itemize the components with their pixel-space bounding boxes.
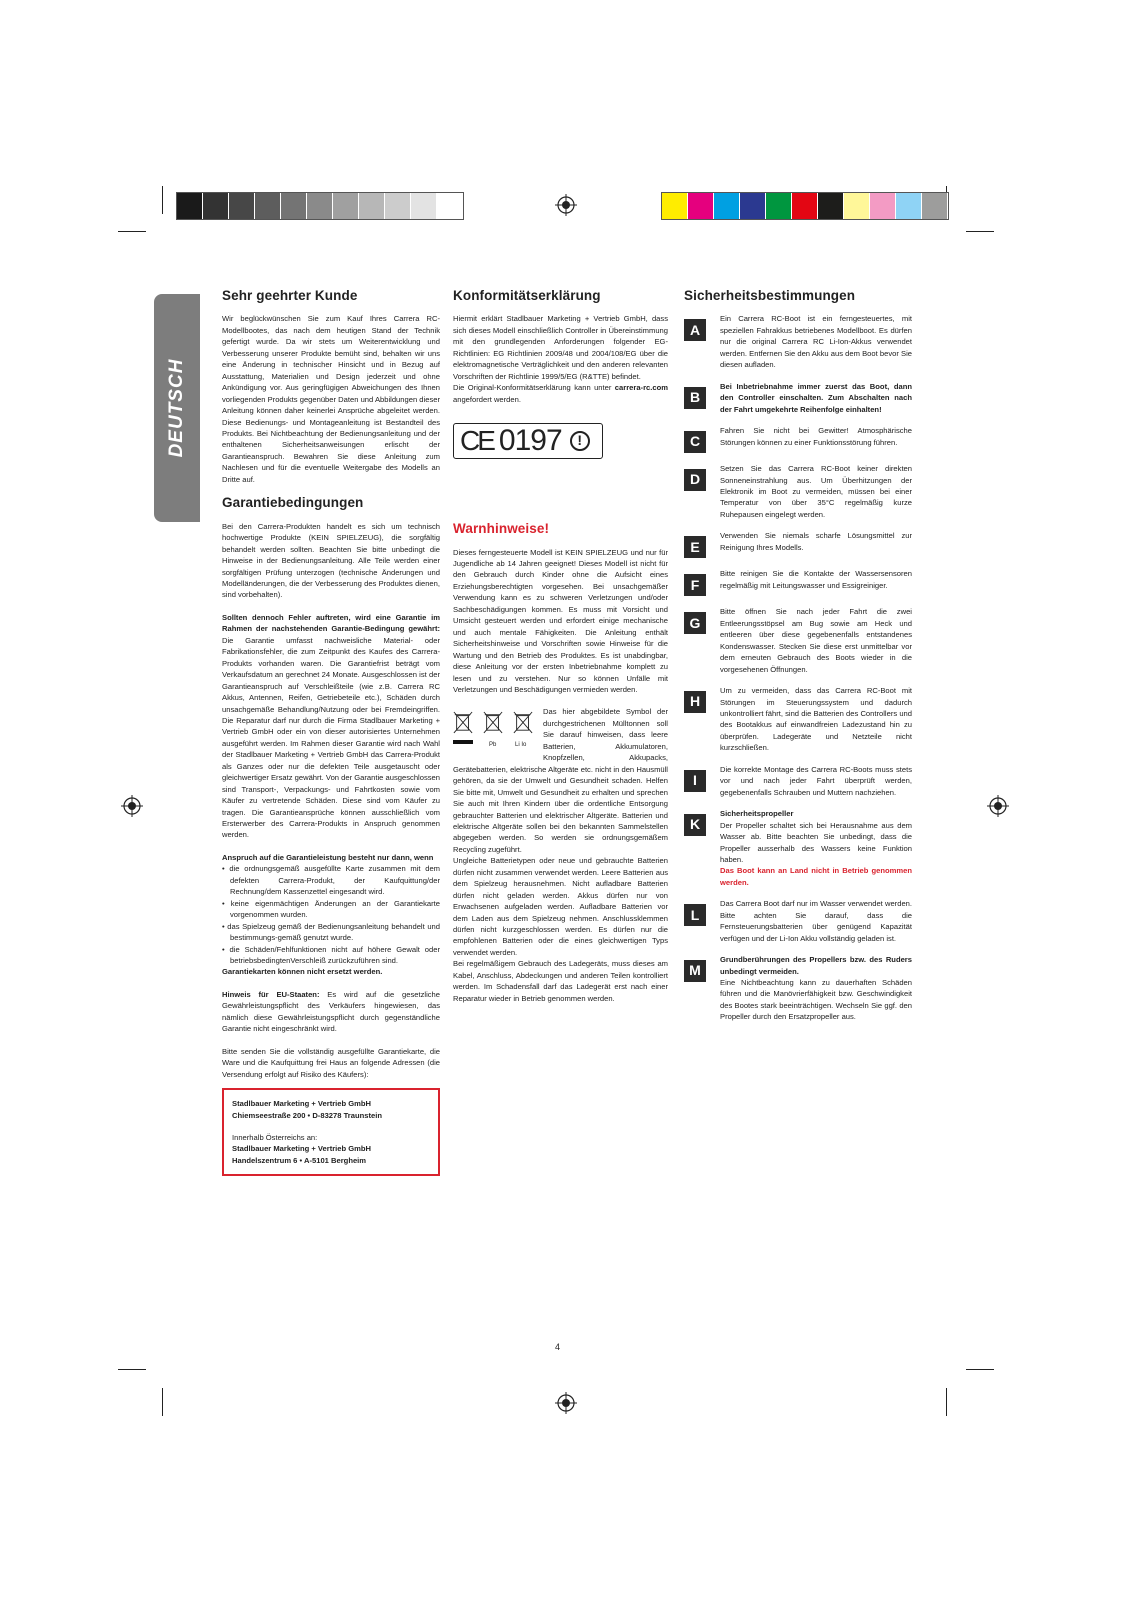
- safety-item: [684, 954, 912, 1023]
- safety-item-letter: E: [684, 536, 706, 558]
- heading-customer: Sehr geehrter Kunde: [222, 288, 358, 303]
- safety-item-body: Die korrekte Montage des Carrera RC-Boots muss stets vor und nach jeder Fahrt überprüft werden, gegebenenfalls Schrauben und Muttern nachziehen.: [720, 764, 912, 797]
- safety-item: [684, 463, 912, 520]
- safety-item-body: Der Propeller schaltet sich bei Herausnahme aus dem Wasser ab. Bitte beachten Sie unbedingt, dass die Propeller ausserhalb des Wassers keine Funktion haben.: [720, 820, 912, 864]
- paragraph: [222, 989, 440, 1035]
- safety-item: [684, 568, 912, 596]
- paragraph: [222, 852, 440, 863]
- ce-mark-logo: [453, 423, 603, 459]
- color-calibration-strip: [661, 192, 949, 220]
- registration-mark-icon: [987, 795, 1009, 817]
- paragraph: Bitte senden Sie die vollständig ausgefüllte Garantiekarte, die Ware und die Kaufquittung frei Haus an folgende Adressen (die Versendung erfolgt auf Risiko des Käufers):: [222, 1046, 440, 1079]
- crossed-bin-icon: [513, 710, 533, 734]
- crop-mark: [966, 1369, 994, 1370]
- paragraph: Ungleiche Batterietypen oder neue und gebrauchte Batterien dürfen nicht zusammen verwendet werden. Leere Batterien aus dem Spielzeug herausnehmen. Nicht aufladbare Batterien dürfen nicht geladen werden. Akkus dürfen nur von Erwachsenen aufgeladen werden. Aufladbare Batterien vor dem Laden aus dem Spielzeug nehmen. Anschlussklemmen dürfen nicht kurzgeschlossen werden. Es dürfen nur die empfohlenen Batterien oder die eines gleichwertigen Typs verwendet werden.: [453, 856, 668, 957]
- paragraph: [222, 612, 440, 841]
- safety-item-body: Das Carrera Boot darf nur im Wasser verwendet werden. Bitte achten Sie darauf, dass die Fernsteuerungsbatterien über genügend Kapazität verfügen und der Li-Ion Akku vollständig geladen ist.: [720, 899, 912, 943]
- column-customer-warranty: [222, 290, 440, 1176]
- gray-swatch: [203, 193, 229, 219]
- bin-label-pb: Pb: [489, 742, 497, 749]
- gray-swatch: [307, 193, 333, 219]
- safety-item-text: [720, 530, 912, 558]
- text: Die Original-Konformitätserklärung kann unter: [453, 383, 615, 393]
- paragraph: Hiermit erklärt Stadlbauer Marketing + Vertrieb GmbH, dass sich dieses Modell einschließlich Controller in Übereinstimmung mit den grundlegenden Anforderungen folgender EG-Richtlinien: EG Richtlinien 2009/48 und 2004/108/EG über die elektromagnetische Verträglichkeit und den anderen relevanten Vorschriften der Richtlinie 1999/5/EG (R&TTE) befindet.: [453, 314, 668, 381]
- crop-mark: [946, 1388, 947, 1416]
- safety-item-letter: K: [684, 814, 706, 836]
- paragraph: Garantiekarten können nicht ersetzt werden.: [222, 967, 383, 977]
- color-swatch: [792, 193, 818, 219]
- gray-swatch: [281, 193, 307, 219]
- safety-item-letter: H: [684, 691, 706, 713]
- safety-item-bold: Sicherheitspropeller: [720, 809, 794, 819]
- registration-mark-icon: [121, 795, 143, 817]
- address-box: [222, 1088, 440, 1176]
- page-number: 4: [555, 1342, 561, 1352]
- column-safety: [684, 290, 912, 1033]
- color-swatch: [870, 193, 896, 219]
- color-swatch: [844, 193, 870, 219]
- color-swatch: [740, 193, 766, 219]
- color-swatch: [688, 193, 714, 219]
- color-swatch: [922, 193, 948, 219]
- safety-item-text: [720, 606, 912, 675]
- color-swatch: [714, 193, 740, 219]
- gray-swatch: [255, 193, 281, 219]
- paragraph: Bei regelmäßigem Gebrauch des Ladegeräts, muss dieses am Kabel, Anschluss, Abdeckungen und anderen Teilen kontrolliert werden. Im Schadensfall darf das Ladegerät erst nach einer Reparatur wieder in Betrieb genommen werden.: [453, 959, 668, 1003]
- safety-item-text: [720, 381, 912, 415]
- crop-mark: [162, 186, 163, 214]
- list-item: • die ordnungsgemäß ausgefüllte Karte zusammen mit dem defekten Carrera-Produkt, der Kaufquittung/der Rechnung/dem Kassenzettel eingesandt wird.: [222, 864, 440, 897]
- text: Es wird auf die gesetzliche Gewährleistungspflicht des Verkäufers hingewiesen, das nämlich diese Gewährleistungspflicht durch gegenständliche Garantie nicht eingeschränkt wird.: [222, 989, 441, 1034]
- safety-item-text: [720, 568, 912, 596]
- safety-item-letter: G: [684, 612, 706, 634]
- safety-item-text: [720, 425, 912, 453]
- paragraph: Bei den Carrera-Produkten handelt es sich um technisch hochwertige Produkte (KEIN SPIELZEUG), die sorgfältig behandelt werden sollten. Beachten Sie bitte unbedingt die Hinweise in der Bedienungsanleitung. Alle Teile werden einer sorgfältigen Prüfung unterzogen (technische Änderungen und Modelländerungen, die der Verbesserung des Produktes dienen, sind vorbehalten).: [222, 521, 440, 600]
- ce-mark-icon: CE: [460, 425, 493, 457]
- gray-swatch: [359, 193, 385, 219]
- safety-item-text: [720, 954, 912, 1023]
- bold-text: Hinweis für EU-Staaten:: [222, 989, 320, 999]
- address-line: Chiemseestraße 200 • D-83278 Traunstein: [232, 1110, 382, 1120]
- safety-item-letter: M: [684, 960, 706, 982]
- registration-mark-icon: [555, 194, 577, 216]
- registration-mark-icon: [555, 1392, 577, 1414]
- address-note: Innerhalb Österreichs an:: [232, 1133, 318, 1142]
- language-tab-label: DEUTSCH: [166, 358, 187, 458]
- safety-item: [684, 898, 912, 944]
- safety-item-letter: L: [684, 904, 706, 926]
- color-swatch: [662, 193, 688, 219]
- list-item: • das Spielzeug gemäß der Bedienungsanleitung behandelt und bestimmungs-gemäß genutzt wurde.: [222, 921, 440, 943]
- bin-label-liion: Li Io: [515, 742, 527, 749]
- safety-item-text: [720, 313, 912, 370]
- gray-swatch: [437, 193, 463, 219]
- safety-item-body: Setzen Sie das Carrera RC-Boot keiner direkten Sonneneinstrahlung aus. Um Überhitzungen der Elektronik im Boot zu vermeiden, müssen bei einer Temperatur von über 35°C regelmäßig kurze Ruhepausen eingelegt werden.: [720, 464, 912, 519]
- gray-swatch: [333, 193, 359, 219]
- language-tab: [154, 294, 200, 522]
- address-line: Stadlbauer Marketing + Vertrieb GmbH: [232, 1099, 372, 1109]
- paragraph: [453, 382, 668, 405]
- safety-item-body: Verwenden Sie niemals scharfe Lösungsmittel zur Reinigung Ihres Modells.: [720, 531, 912, 552]
- safety-item-warning: Das Boot kann an Land nicht in Betrieb genommen werden.: [720, 866, 912, 887]
- bold-text: Sollten dennoch Fehler auftreten, wird eine Garantie im Rahmen der nachstehenden Garantie-Bedingung gewährt:: [222, 612, 440, 634]
- disposal-section: [453, 706, 668, 855]
- safety-list: [684, 313, 912, 1022]
- gray-swatch: [411, 193, 437, 219]
- safety-item-letter: C: [684, 431, 706, 453]
- safety-item: [684, 530, 912, 558]
- address-line: Handelszentrum 6 • A-5101 Bergheim: [232, 1155, 367, 1165]
- crop-mark: [118, 231, 146, 232]
- bold-text: Anspruch auf die Garantieleistung besteht nur dann, wenn: [222, 852, 434, 862]
- safety-item-text: [720, 808, 912, 888]
- crossed-bin-icon: [483, 710, 503, 734]
- paragraph: Dieses ferngesteuerte Modell ist KEIN SPIELZEUG und nur für Jugendliche ab 14 Jahren geeignet! Dieses Modell ist nicht für den Gebrauch durch Kinder ohne die Aufsicht eines Erziehungsberechtigten vorgesehen. Bei unsachgemäßer Verwendung kann es zu schweren Verletzungen und/oder Sachbeschädigungen kommen. Es muss mit Vorsicht und Umsicht gesteuert werden und erfordert einige mechanische und auch mentale Fähigkeiten. Die Anleitung enthält Sicherheitshinweise und Vorschriften sowie Hinweise für die Wartung und den Betrieb des Produktes. Es ist unabdingbar, diese Anleitung vor der ersten Inbetriebnahme komplett zu lesen und zu verstehen. Nur so können Unfälle mit Verletzungen und Beschädigungen vermieden werden.: [453, 547, 668, 694]
- alert-icon: !: [570, 431, 590, 451]
- gray-calibration-strip: [176, 192, 464, 220]
- text: Die Garantie umfasst nachweisliche Material- oder Fabrikationsfehler, die zum Zeitpunkt des Kaufes des Carrera-Produkts vorhanden waren. Die Garantiefrist beträgt vom Verkaufsdatum an gerechnet 24 Monate. Ausgeschlossen ist der Garantieanspruch auf Verschleißteile (wie z.B. Carrera RC Akkus, Antennen, Reifen, Getriebeteile etc.), Schäden durch unsachgemäße Behandlung/Nutzung oder bei Fremdeingriffen. Die Reparatur darf nur durch die Firma Stadlbauer Marketing + Vertrieb GmbH oder ein von dieser autorisiertes Unternehmen ausgeführt werden. Im Rahmen dieser Garantie wird nach Wahl der Stadlbauer Marketing + Vertrieb GmbH das Carrera-Produkt als Ganzes oder nur die defekten Teile ausgetauscht oder gleichwertiger Ersatz gewährt. Von der Garantie ausgeschlossen sind Transport-, Verpackungs- und Fahrtkosten sowie vom Käufer zu vertretende Schäden. Diese sind vom Käufer zu tragen. Die Garantieansprüche können ausschließlich vom Ersterwerber des Carrera-Produkts in Anspruch genommen werden.: [222, 635, 440, 840]
- safety-item-body: Um zu vermeiden, dass das Carrera RC-Boot mit Störungen im Steuerungssystem und dadurch unkontrolliert fährt, sind die Batterien des Controllers und des Bootakkus auf einwandfreien Ladezustand hin zu überprüfen. Ladegeräte und Netzteile nicht kurzschließen.: [720, 686, 912, 753]
- safety-item-letter: I: [684, 770, 706, 792]
- website-text: carrera-rc.com: [614, 383, 668, 393]
- column-conformity-warnings: [453, 290, 668, 1015]
- crop-mark: [162, 1388, 163, 1416]
- safety-item-letter: B: [684, 387, 706, 409]
- list-item: • die Schäden/Fehlfunktionen nicht auf höhere Gewalt oder betriebsbedingtenVerschleiß zurückzuführen sind.: [222, 944, 440, 966]
- crossed-bin-icons: [453, 710, 537, 752]
- heading-warranty: Garantiebedingungen: [222, 495, 364, 511]
- underline-bar: [453, 740, 473, 744]
- safety-item: [684, 685, 912, 754]
- heading-conformity: Konformitätserklärung: [453, 288, 601, 303]
- crop-mark: [118, 1369, 146, 1370]
- safety-item: [684, 808, 912, 888]
- gray-swatch: [177, 193, 203, 219]
- notified-body-number: 0197: [498, 424, 562, 458]
- safety-item-body: Fahren Sie nicht bei Gewitter! Atmosphärische Störungen können zu einer Funktionsstörung führen.: [720, 426, 912, 447]
- heading-safety: Sicherheitsbestimmungen: [684, 288, 856, 303]
- list-item: • keine eigenmächtigen Änderungen an der Garantiekarte vorgenommen wurden.: [222, 898, 440, 920]
- gray-swatch: [229, 193, 255, 219]
- safety-item: [684, 381, 912, 415]
- safety-item-letter: D: [684, 469, 706, 491]
- safety-item-text: [720, 764, 912, 798]
- safety-item: [684, 313, 912, 370]
- paragraph: Das hier abgebildete Symbol der durchgestrichenen Mülltonnen soll Sie darauf hinweisen, dass leere Batterien, Akkumulatoren, Knopfzellen, Akkupacks, Gerätebatterien, elektrische Altgeräte etc. nicht in den Hausmüll gehören, da sie der Umwelt und Gesundheit schaden. Helfen Sie bitte mit, Umwelt und Gesundheit zu erhalten und sprechen Sie auch mit Ihren Kindern über die ordentliche Entsorgung gebrauchter Batterien und elektrischer Altgeräte. Batterien und elektrische Altgeräte sollen bei den bekannten Sammelstellen abgegeben werden. So werden sie ordnungsgemäßem Recycling zugeführt.: [453, 707, 668, 854]
- color-swatch: [818, 193, 844, 219]
- safety-item-letter: A: [684, 319, 706, 341]
- warranty-conditions-list: [222, 863, 440, 966]
- safety-item-letter: F: [684, 574, 706, 596]
- safety-item-bold: Bei Inbetriebnahme immer zuerst das Boot, dann den Controller einschalten. Zum Abschalten nach der Fahrt umgekehrte Reihenfolge einhalten!: [720, 381, 912, 414]
- safety-item: [684, 764, 912, 798]
- safety-item-text: [720, 463, 912, 520]
- safety-item-body: Eine Nichtbeachtung kann zu dauerhaften Schäden führen und die Manövrierfähigkeit bzw. Geschwindigkeit des Bootes stark beeinträchtigen. Wechseln Sie ggf. den Propeller durch den Ersatzpropeller aus.: [720, 978, 912, 1022]
- heading-warnings: Warnhinweise!: [453, 521, 550, 537]
- safety-item-bold: Grundberührungen des Propellers bzw. des Ruders unbedingt vermeiden.: [720, 955, 912, 976]
- address-line: Stadlbauer Marketing + Vertrieb GmbH: [232, 1144, 372, 1154]
- safety-item-body: Bitte reinigen Sie die Kontakte der Wassersensoren regelmäßig mit Leitungswasser und Essigreiniger.: [720, 569, 912, 590]
- color-swatch: [896, 193, 922, 219]
- safety-item-text: [720, 898, 912, 944]
- gray-swatch: [385, 193, 411, 219]
- text: angefordert werden.: [453, 394, 521, 404]
- safety-item-body: Bitte öffnen Sie nach jeder Fahrt die zwei Entleerungsstöpsel am Bug sowie am Heck und entleeren über diese gegebenenfalls entstandenes Kondenswasser. Stecken Sie diese erst unmittelbar vor dem erneuten Gebrauch des Boots wieder in die vorgesehenen Öffnungen.: [720, 607, 912, 674]
- safety-item: [684, 606, 912, 675]
- safety-item-text: [720, 685, 912, 754]
- color-swatch: [766, 193, 792, 219]
- paragraph: Wir beglückwünschen Sie zum Kauf Ihres Carrera RC-Modellbootes, das nach dem heutigen Stand der Technik gefertigt wurde. Da wir stets um Weiterentwicklung und Verbesserung unserer Produkte bemüht sind, behalten wir uns eine Änderung in technischer Hinsicht und in Bezug auf Ausstattung, Materialien und Design jederzeit und ohne Ankündigung vor. Aus geringfügigen Abweichungen des Ihnen vorliegenden Produkts gegenüber Daten und Abbildungen dieser Anleitung können daher keinerlei Ansprüche abgeleitet werden. Diese Bedienungs- und Montageanleitung ist Bestandteil des Produkts. Bei Nichtbeachtung der Bedienungsanleitung und der enthaltenen Sicherheitsanweisungen erlischt der Garantieanspruch. Bewahren Sie diese Anleitung zum Nachlesen und für die eventuelle Weitergabe des Modells an Dritte auf.: [222, 314, 440, 484]
- safety-item: [684, 425, 912, 453]
- crop-mark: [966, 231, 994, 232]
- crossed-bin-icon: [453, 710, 473, 734]
- safety-item-body: Ein Carrera RC-Boot ist ein ferngesteuertes, mit speziellen Fahrakkus betriebenes Modellboot. Es dürfen nur die original Carrera RC Li-Ion-Akkus verwendet werden. Entfernen Sie den Akku aus dem Boot bevor Sie diesen aufladen.: [720, 314, 912, 370]
